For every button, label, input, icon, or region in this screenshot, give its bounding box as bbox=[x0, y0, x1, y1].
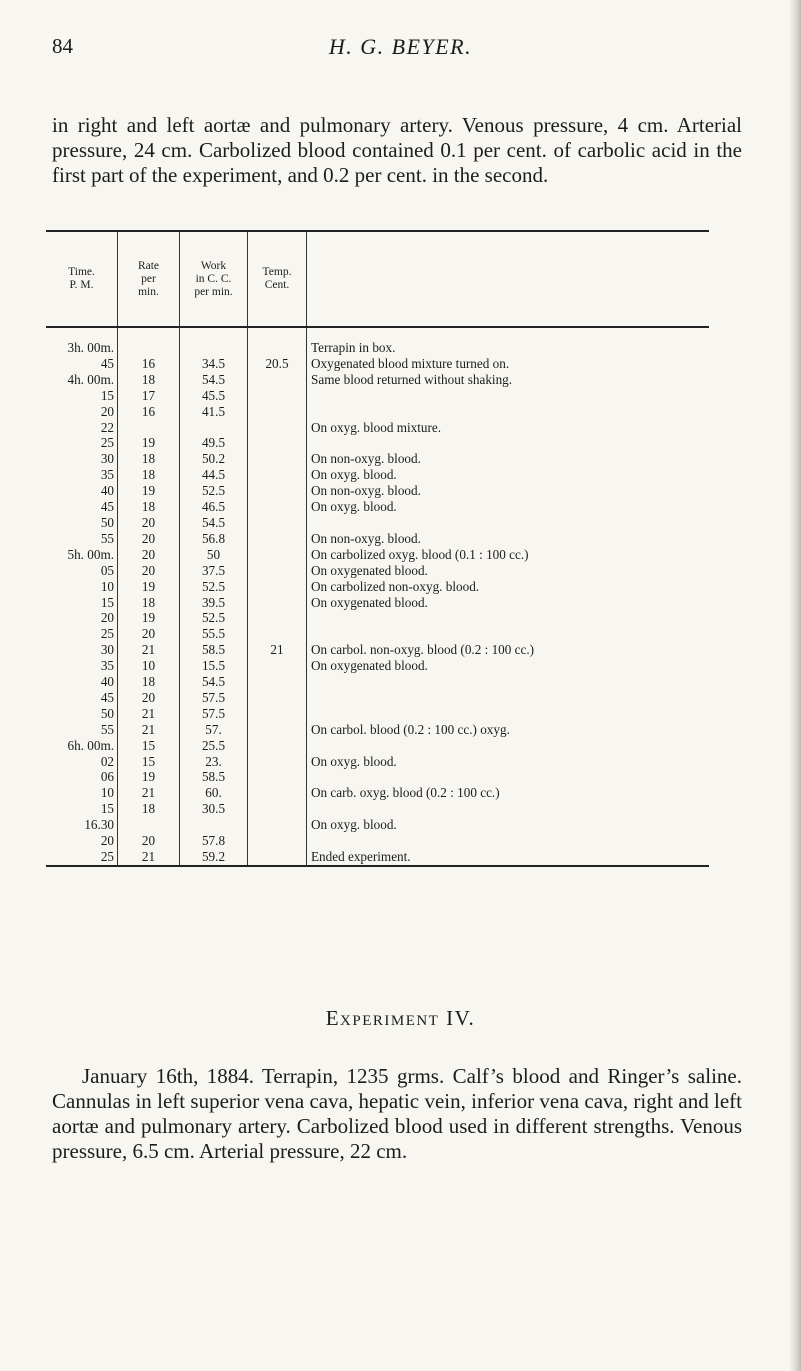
cell-temp bbox=[248, 817, 307, 833]
header-work-line: in C. C. bbox=[195, 272, 232, 285]
running-head bbox=[0, 34, 801, 64]
cell-note bbox=[307, 515, 710, 531]
cell-time: 30 bbox=[46, 451, 118, 467]
experiment-table bbox=[46, 230, 709, 867]
experiment-heading: Experiment IV. bbox=[325, 1006, 476, 1030]
table-row bbox=[46, 531, 709, 547]
cell-temp bbox=[248, 579, 307, 595]
cell-time: 15 bbox=[46, 801, 118, 817]
table-row bbox=[46, 738, 709, 754]
cell-rate: 19 bbox=[118, 610, 180, 626]
table-row bbox=[46, 610, 709, 626]
header-rate-line: min. bbox=[138, 285, 159, 298]
cell-rate: 18 bbox=[118, 467, 180, 483]
cell-time: 55 bbox=[46, 531, 118, 547]
header-time-line: Time. bbox=[68, 266, 95, 278]
header-rate-line: per bbox=[141, 272, 156, 285]
cell-temp bbox=[248, 435, 307, 451]
header-time bbox=[46, 231, 118, 327]
table-row bbox=[46, 595, 709, 611]
table-row bbox=[46, 642, 709, 658]
table-row bbox=[46, 451, 709, 467]
cell-rate: 16 bbox=[118, 356, 180, 372]
cell-temp: 20.5 bbox=[248, 356, 307, 372]
cell-time: 30 bbox=[46, 642, 118, 658]
header-work bbox=[180, 231, 248, 327]
cell-temp bbox=[248, 690, 307, 706]
cell-rate: 20 bbox=[118, 531, 180, 547]
cell-temp bbox=[248, 849, 307, 866]
cell-work: 57.5 bbox=[180, 690, 248, 706]
cell-note: On non-oxyg. blood. bbox=[311, 451, 421, 467]
cell-note bbox=[307, 404, 710, 420]
table-row bbox=[46, 499, 709, 515]
cell-time: 20 bbox=[46, 404, 118, 420]
cell-rate: 15 bbox=[118, 738, 180, 754]
table-row bbox=[46, 388, 709, 404]
cell-note: On oxyg. blood. bbox=[311, 499, 397, 515]
cell-temp bbox=[248, 801, 307, 817]
cell-note: On oxyg. blood. bbox=[311, 467, 397, 483]
cell-work: 37.5 bbox=[180, 563, 248, 579]
cell-work: 57.5 bbox=[180, 706, 248, 722]
cell-note: Ended experiment. bbox=[307, 849, 710, 866]
cell-rate: 21 bbox=[118, 849, 180, 866]
cell-time: 16.30 bbox=[46, 817, 118, 833]
cell-rate: 19 bbox=[118, 579, 180, 595]
cell-temp bbox=[248, 738, 307, 754]
intro-paragraph: in right and left aortæ and pulmonary artery. Venous pressure, 4 cm. Arterial pressure, 24 cm. Carbolized blood contained 0.1 per cent. of carbolic acid in the first part of the experiment, and 0.2 per cent. in the second. bbox=[52, 113, 742, 187]
cell-temp bbox=[248, 499, 307, 515]
cell-time: 45 bbox=[46, 499, 118, 515]
cell-work: 55.5 bbox=[180, 626, 248, 642]
cell-temp bbox=[248, 388, 307, 404]
cell-work: 30.5 bbox=[180, 801, 248, 817]
cell-note bbox=[307, 674, 710, 690]
cell-note: On non-oxyg. blood. bbox=[311, 483, 421, 499]
table-row bbox=[46, 435, 709, 451]
cell-temp bbox=[248, 531, 307, 547]
cell-work: 39.5 bbox=[180, 595, 248, 611]
table-row bbox=[46, 674, 709, 690]
cell-note bbox=[307, 706, 710, 722]
cell-note: On oxygenated blood. bbox=[311, 562, 428, 578]
cell-time: 45 bbox=[46, 356, 118, 372]
cell-time: 3h. 00m. bbox=[46, 327, 118, 356]
cell-note bbox=[307, 769, 710, 785]
cell-work: 57. bbox=[180, 722, 248, 738]
cell-rate: 10 bbox=[118, 658, 180, 674]
table-row bbox=[46, 849, 709, 866]
cell-rate: 18 bbox=[118, 451, 180, 467]
table-row bbox=[46, 404, 709, 420]
cell-temp bbox=[248, 327, 307, 356]
cell-temp bbox=[248, 483, 307, 499]
cell-temp bbox=[248, 451, 307, 467]
cell-note bbox=[307, 801, 710, 817]
header-rate-line: Rate bbox=[137, 259, 160, 272]
table-row bbox=[46, 372, 709, 388]
header-work-line: per min. bbox=[194, 285, 233, 298]
cell-time: 40 bbox=[46, 674, 118, 690]
cell-rate bbox=[118, 817, 180, 833]
header-work-line: Work bbox=[200, 259, 227, 272]
cell-rate: 21 bbox=[118, 706, 180, 722]
cell-work: 58.5 bbox=[180, 642, 248, 658]
cell-temp bbox=[248, 467, 307, 483]
cell-rate: 18 bbox=[118, 801, 180, 817]
cell-work: 50 bbox=[180, 547, 248, 563]
cell-rate bbox=[118, 420, 180, 436]
table-row bbox=[46, 327, 709, 356]
cell-time: 40 bbox=[46, 483, 118, 499]
cell-time: 02 bbox=[46, 754, 118, 770]
header-time-line: P. M. bbox=[69, 279, 94, 291]
cell-rate: 18 bbox=[118, 499, 180, 515]
cell-work: 52.5 bbox=[180, 610, 248, 626]
cell-work bbox=[180, 420, 248, 436]
cell-work: 52.5 bbox=[180, 579, 248, 595]
table-row bbox=[46, 722, 709, 738]
cell-note: Terrapin in box. bbox=[311, 340, 396, 355]
header-temp-line: Temp. bbox=[262, 266, 292, 278]
table-body bbox=[46, 327, 709, 866]
header-temp-line: Cent. bbox=[264, 279, 290, 291]
cell-note bbox=[307, 833, 710, 849]
cell-time: 35 bbox=[46, 467, 118, 483]
cell-time: 22 bbox=[46, 420, 118, 436]
cell-note: On oxygenated blood. bbox=[311, 658, 428, 674]
cell-work: 46.5 bbox=[180, 499, 248, 515]
cell-note: On carbol. non-oxyg. blood (0.2 : 100 cc.) bbox=[311, 642, 535, 658]
cell-temp bbox=[248, 610, 307, 626]
cell-note: On non-oxyg. blood. bbox=[311, 530, 421, 546]
cell-note bbox=[307, 690, 710, 706]
cell-time: 25 bbox=[46, 849, 118, 866]
cell-rate: 18 bbox=[118, 372, 180, 388]
cell-note bbox=[307, 610, 710, 626]
page-edge-shadow bbox=[789, 0, 801, 1371]
cell-time: 25 bbox=[46, 435, 118, 451]
cell-temp bbox=[248, 563, 307, 579]
experiment-table-wrapper bbox=[46, 230, 709, 867]
table-row bbox=[46, 769, 709, 785]
cell-time: 50 bbox=[46, 515, 118, 531]
cell-note: On oxygenated blood. bbox=[311, 594, 428, 610]
cell-time: 55 bbox=[46, 722, 118, 738]
cell-temp bbox=[248, 372, 307, 388]
cell-rate: 15 bbox=[118, 754, 180, 770]
cell-time: 4h. 00m. bbox=[46, 372, 118, 388]
table-row bbox=[46, 420, 709, 436]
table-row bbox=[46, 785, 709, 801]
cell-rate: 19 bbox=[118, 769, 180, 785]
header-notes bbox=[307, 231, 710, 327]
cell-work: 56.8 bbox=[180, 531, 248, 547]
cell-note: Oxygenated blood mixture turned on. bbox=[311, 355, 510, 371]
cell-temp bbox=[248, 658, 307, 674]
cell-work: 57.8 bbox=[180, 833, 248, 849]
cell-temp bbox=[248, 547, 307, 563]
cell-temp bbox=[248, 404, 307, 420]
cell-time: 20 bbox=[46, 833, 118, 849]
cell-work: 25.5 bbox=[180, 738, 248, 754]
cell-work: 54.5 bbox=[180, 674, 248, 690]
cell-temp bbox=[248, 595, 307, 611]
table-row bbox=[46, 563, 709, 579]
cell-work: 45.5 bbox=[180, 388, 248, 404]
cell-note: On carbolized oxyg. blood (0.1 : 100 cc.) bbox=[311, 546, 529, 562]
cell-temp bbox=[248, 769, 307, 785]
cell-work: 41.5 bbox=[180, 404, 248, 420]
cell-rate: 16 bbox=[118, 404, 180, 420]
cell-time: 15 bbox=[46, 595, 118, 611]
cell-rate: 19 bbox=[118, 483, 180, 499]
cell-note: On oxyg. blood. bbox=[311, 753, 397, 769]
cell-note bbox=[307, 738, 710, 754]
cell-note: On oxyg. blood mixture. bbox=[311, 419, 442, 435]
table-row bbox=[46, 754, 709, 770]
cell-work: 23. bbox=[180, 754, 248, 770]
cell-time: 25 bbox=[46, 626, 118, 642]
cell-rate: 18 bbox=[118, 595, 180, 611]
table-row bbox=[46, 467, 709, 483]
table-row bbox=[46, 483, 709, 499]
cell-rate: 21 bbox=[118, 785, 180, 801]
cell-work: 54.5 bbox=[180, 515, 248, 531]
cell-temp bbox=[248, 833, 307, 849]
cell-rate bbox=[118, 327, 180, 356]
cell-time: 15 bbox=[46, 388, 118, 404]
table-row bbox=[46, 706, 709, 722]
cell-rate: 20 bbox=[118, 833, 180, 849]
running-head-author: H. G. BEYER. bbox=[328, 34, 473, 59]
cell-rate: 20 bbox=[118, 563, 180, 579]
cell-rate: 17 bbox=[118, 388, 180, 404]
cell-rate: 20 bbox=[118, 515, 180, 531]
cell-time: 50 bbox=[46, 706, 118, 722]
cell-temp bbox=[248, 722, 307, 738]
cell-temp bbox=[248, 754, 307, 770]
cell-temp bbox=[248, 674, 307, 690]
cell-note: On carbolized non-oxyg. blood. bbox=[311, 578, 480, 594]
cell-work: 50.2 bbox=[180, 451, 248, 467]
experiment-paragraph: January 16th, 1884. Terrapin, 1235 grms. Calf’s blood and Ringer’s saline. Cannulas in left superior vena cava, hepatic vein, inferior vena cava, right and left aortæ and pulmonary artery. Carbolized blood used in different strengths. Venous pressure, 6.5 cm. Arterial pressure, 22 cm. bbox=[52, 1064, 742, 1163]
cell-work: 60. bbox=[180, 785, 248, 801]
table-row bbox=[46, 690, 709, 706]
cell-temp bbox=[248, 420, 307, 436]
cell-temp bbox=[248, 785, 307, 801]
cell-time: 5h. 00m. bbox=[46, 547, 118, 563]
cell-time: 05 bbox=[46, 563, 118, 579]
table-row bbox=[46, 515, 709, 531]
cell-rate: 21 bbox=[118, 722, 180, 738]
table-header-row bbox=[46, 231, 709, 327]
cell-time: 45 bbox=[46, 690, 118, 706]
cell-note bbox=[307, 626, 710, 642]
cell-temp: 21 bbox=[248, 642, 307, 658]
table-row bbox=[46, 547, 709, 563]
table-row bbox=[46, 801, 709, 817]
table-row bbox=[46, 626, 709, 642]
header-temp bbox=[248, 231, 307, 327]
cell-work: 44.5 bbox=[180, 467, 248, 483]
cell-time: 06 bbox=[46, 769, 118, 785]
cell-temp bbox=[248, 706, 307, 722]
cell-rate: 19 bbox=[118, 435, 180, 451]
page-number: 84 bbox=[52, 34, 73, 58]
cell-rate: 21 bbox=[118, 642, 180, 658]
cell-note bbox=[307, 388, 710, 404]
cell-work: 54.5 bbox=[180, 372, 248, 388]
table-row bbox=[46, 833, 709, 849]
cell-work: 52.5 bbox=[180, 483, 248, 499]
cell-time: 10 bbox=[46, 785, 118, 801]
table-row bbox=[46, 579, 709, 595]
cell-temp bbox=[248, 626, 307, 642]
cell-work: 59.2 bbox=[180, 849, 248, 866]
cell-time: 20 bbox=[46, 610, 118, 626]
cell-work: 15.5 bbox=[180, 658, 248, 674]
cell-rate: 18 bbox=[118, 674, 180, 690]
cell-time: 6h. 00m. bbox=[46, 738, 118, 754]
cell-rate: 20 bbox=[118, 547, 180, 563]
cell-work bbox=[180, 327, 248, 356]
cell-time: 10 bbox=[46, 579, 118, 595]
cell-rate: 20 bbox=[118, 626, 180, 642]
cell-note: On carbol. blood (0.2 : 100 cc.) oxyg. bbox=[311, 721, 510, 737]
cell-work bbox=[180, 817, 248, 833]
cell-work: 49.5 bbox=[180, 435, 248, 451]
table-row bbox=[46, 658, 709, 674]
table-row bbox=[46, 356, 709, 372]
cell-note: On oxyg. blood. bbox=[311, 817, 397, 833]
cell-note bbox=[307, 435, 710, 451]
cell-work: 58.5 bbox=[180, 769, 248, 785]
cell-temp bbox=[248, 515, 307, 531]
cell-note: On carb. oxyg. blood (0.2 : 100 cc.) bbox=[311, 785, 500, 801]
cell-rate: 20 bbox=[118, 690, 180, 706]
header-rate bbox=[118, 231, 180, 327]
cell-time: 35 bbox=[46, 658, 118, 674]
cell-note: Same blood returned without shaking. bbox=[311, 371, 513, 387]
table-row bbox=[46, 817, 709, 833]
cell-work: 34.5 bbox=[180, 356, 248, 372]
